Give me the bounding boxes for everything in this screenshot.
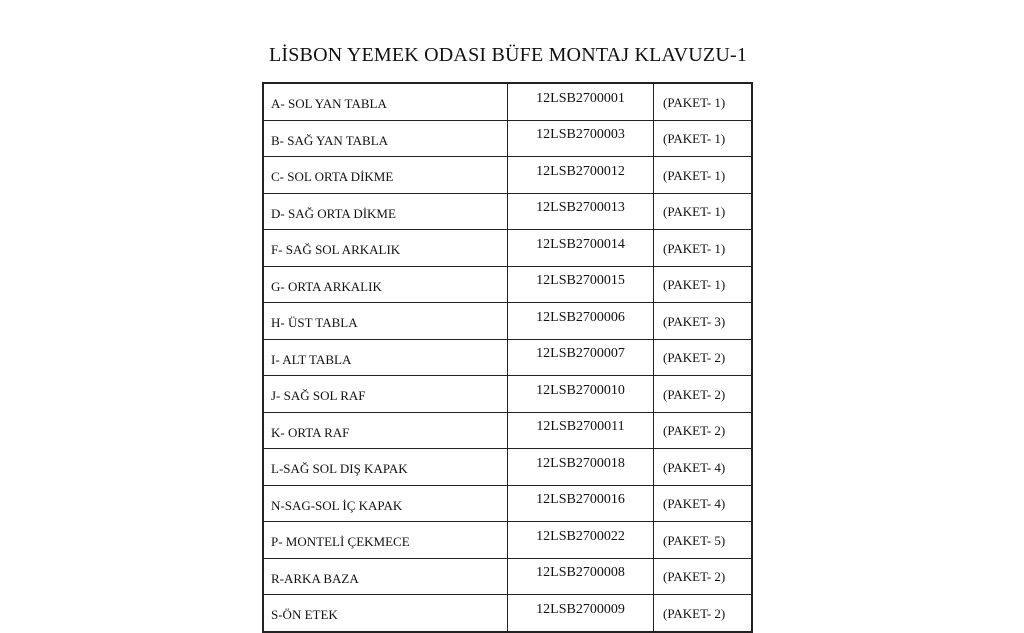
- package-cell: (PAKET- 1): [654, 120, 753, 157]
- part-code-cell: 12LSB2700011: [508, 412, 654, 449]
- package-cell: (PAKET- 1): [654, 230, 753, 267]
- table-row: [263, 522, 752, 559]
- part-name-cell: A- SOL YAN TABLA: [263, 83, 508, 120]
- part-name-cell: K- ORTA RAF: [263, 412, 508, 449]
- table-row: [263, 339, 752, 376]
- part-code-cell: 12LSB2700016: [508, 485, 654, 522]
- table-row: [263, 303, 752, 340]
- part-name-cell: C- SOL ORTA DİKME: [263, 157, 508, 194]
- part-code-cell: 12LSB2700003: [508, 120, 654, 157]
- part-code-cell: 12LSB2700013: [508, 193, 654, 230]
- part-code-cell: 12LSB2700015: [508, 266, 654, 303]
- package-cell: (PAKET- 3): [654, 303, 753, 340]
- table-row: [263, 595, 752, 632]
- part-name-cell: B- SAĞ YAN TABLA: [263, 120, 508, 157]
- part-name-cell: I- ALT TABLA: [263, 339, 508, 376]
- package-cell: (PAKET- 1): [654, 83, 753, 120]
- table-row: [263, 412, 752, 449]
- table-row: [263, 449, 752, 486]
- parts-table: [262, 82, 753, 633]
- package-cell: (PAKET- 5): [654, 522, 753, 559]
- part-name-cell: H- ÜST TABLA: [263, 303, 508, 340]
- package-cell: (PAKET- 4): [654, 449, 753, 486]
- part-name-cell: G- ORTA ARKALIK: [263, 266, 508, 303]
- document-title: LİSBON YEMEK ODASI BÜFE MONTAJ KLAVUZU-1: [268, 44, 748, 66]
- part-name-cell: S-ÖN ETEK: [263, 595, 508, 632]
- table-row: [263, 485, 752, 522]
- table-row: [263, 193, 752, 230]
- part-code-cell: 12LSB2700006: [508, 303, 654, 340]
- table-row: [263, 83, 752, 120]
- part-code-cell: 12LSB2700012: [508, 157, 654, 194]
- part-name-cell: N-SAG-SOL İÇ KAPAK: [263, 485, 508, 522]
- part-code-cell: 12LSB2700018: [508, 449, 654, 486]
- part-name-cell: L-SAĞ SOL DIŞ KAPAK: [263, 449, 508, 486]
- part-code-cell: 12LSB2700008: [508, 558, 654, 595]
- part-code-cell: 12LSB2700009: [508, 595, 654, 632]
- table-row: [263, 558, 752, 595]
- part-code-cell: 12LSB2700014: [508, 230, 654, 267]
- package-cell: (PAKET- 1): [654, 157, 753, 194]
- package-cell: (PAKET- 2): [654, 339, 753, 376]
- part-code-cell: 12LSB2700007: [508, 339, 654, 376]
- package-cell: (PAKET- 2): [654, 376, 753, 413]
- package-cell: (PAKET- 1): [654, 193, 753, 230]
- part-code-cell: 12LSB2700010: [508, 376, 654, 413]
- part-code-cell: 12LSB2700001: [508, 83, 654, 120]
- part-code-cell: 12LSB2700022: [508, 522, 654, 559]
- package-cell: (PAKET- 2): [654, 595, 753, 632]
- package-cell: (PAKET- 1): [654, 266, 753, 303]
- table-row: [263, 266, 752, 303]
- package-cell: (PAKET- 4): [654, 485, 753, 522]
- part-name-cell: J- SAĞ SOL RAF: [263, 376, 508, 413]
- table-row: [263, 376, 752, 413]
- package-cell: (PAKET- 2): [654, 412, 753, 449]
- table-row: [263, 120, 752, 157]
- package-cell: (PAKET- 2): [654, 558, 753, 595]
- part-name-cell: R-ARKA BAZA: [263, 558, 508, 595]
- part-name-cell: P- MONTELİ ÇEKMECE: [263, 522, 508, 559]
- table-row: [263, 230, 752, 267]
- part-name-cell: D- SAĞ ORTA DİKME: [263, 193, 508, 230]
- table-row: [263, 157, 752, 194]
- part-name-cell: F- SAĞ SOL ARKALIK: [263, 230, 508, 267]
